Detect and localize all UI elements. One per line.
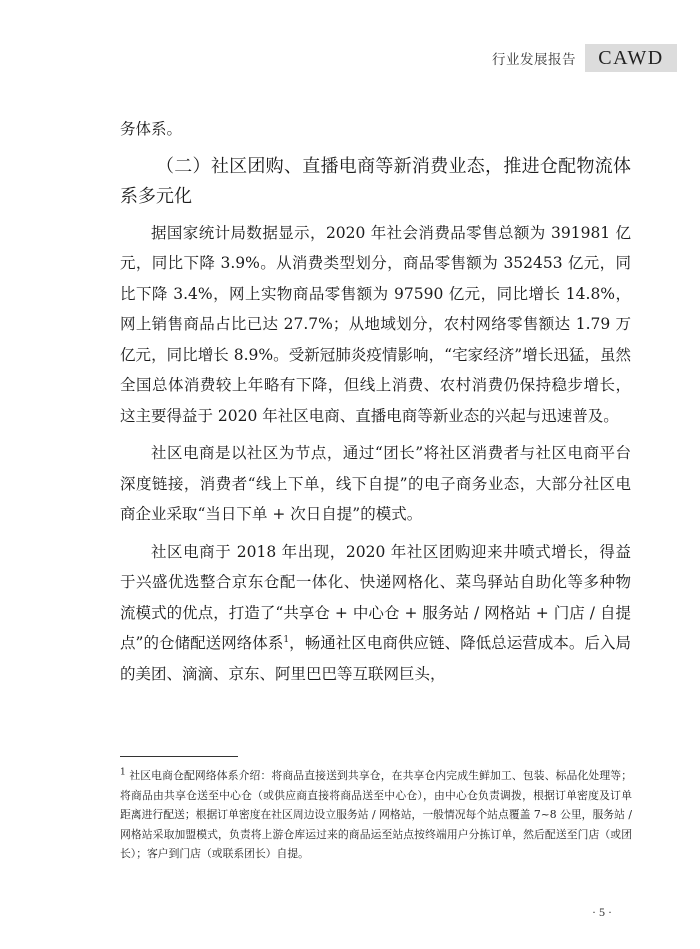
- header-title: 行业发展报告: [492, 52, 576, 68]
- footnote-text: 社区电商仓配网络体系介绍：将商品直接送到共享仓，在共享仓内完成生鲜加工、包装、标品化处理等；将商品由共享仓送至中心仓（或供应商直接将商品送至中心仓），由中心仓负责调拨，根据订单密度及订单距离进行配送；根据订单密度在社区周边设立服务站 / 网格站，一般情况每个站点覆盖 7~8 公里，服务站 / 网格站采取加盟模式，负责将上游仓库运过来的商品运至站点按终端用户分拣订单，然后配送至门店（或团长）；客户到门店（或联系团长）自提。: [120, 769, 633, 860]
- continued-paragraph: 务体系。: [120, 120, 183, 138]
- footnote: [120, 766, 632, 864]
- footnote-marker: 1: [120, 767, 126, 778]
- running-header: [492, 44, 677, 72]
- cawd-logo: CAWD: [585, 44, 677, 72]
- paragraph-1: 据国家统计局数据显示，2020 年社会消费品零售总额为 391981 亿元，同比下降 3.9%。从消费类型划分，商品零售额为 352453 亿元，同比下降 3.4%，网上实物商品零售额为 97590 亿元，同比增长 14.8%，网上销售商品占比已达 27.7%；从地域划分，农村网络零售额达 1.79 万亿元，同比增长 8.9%。受新冠肺炎疫情影响，“宅家经济”增长迅猛，虽然全国总体消费较上年略有下降，但线上消费、农村消费仍保持稳步增长，这主要得益于 2020 年社区电商、直播电商等新业态的兴起与迅速普及。: [120, 223, 631, 425]
- main-content: [120, 114, 631, 696]
- section-heading: （二）社区团购、直播电商等新消费业态，推进仓配物流体系多元化: [120, 155, 631, 207]
- footnote-divider: [120, 756, 238, 757]
- footnote-reference: 1: [283, 634, 290, 645]
- paragraph-3-text-b: ，畅通社区电商供应链、降低总运营成本。后入局的美团、滴滴、京东、阿里巴巴等互联网巨头，: [120, 634, 631, 683]
- paragraph-2: 社区电商是以社区为节点，通过“团长”将社区消费者与社区电商平台深度链接，消费者“线上下单，线下自提”的电子商务业态，大部分社区电商企业采取“当日下单 + 次日自提”的模式。: [120, 444, 631, 523]
- page-number: · 5 ·: [592, 905, 612, 919]
- paragraph-3: [120, 537, 631, 690]
- paragraph-3-text-a: 社区电商于 2018 年出现，2020 年社区团购迎来井喷式增长，得益于兴盛优选整合京东仓配一体化、快递网格化、菜鸟驿站自助化等多种物流模式的优点，打造了“共享仓 + 中心仓 + 服务站 / 网格站 + 门店 / 自提点”的仓储配送网络体系: [120, 542, 631, 652]
